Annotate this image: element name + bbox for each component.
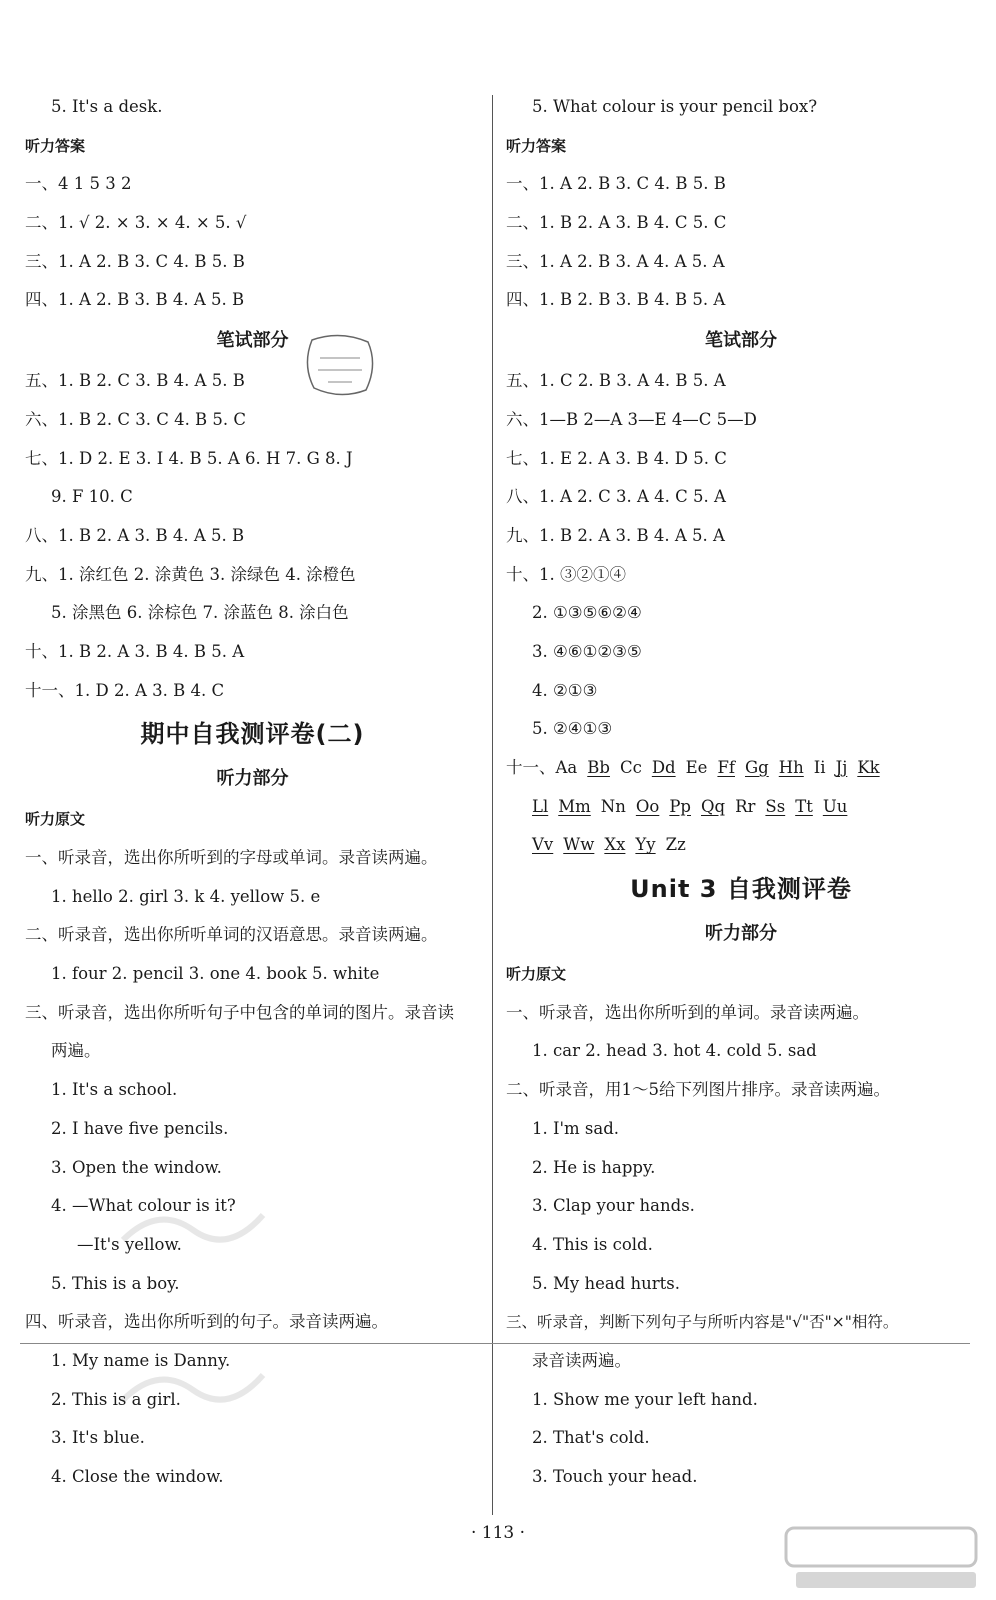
answer-line: 六、1—B 2—A 3—E 4—C 5—D <box>506 409 757 429</box>
question-line: 两遍。 <box>51 1041 101 1061</box>
question-line: 二、听录音，用1～5给下列图片排序。录音读两遍。 <box>506 1080 890 1100</box>
section-heading: 笔试部分 <box>216 330 289 352</box>
answer-line: 八、1. A 2. C 3. A 4. C 5. A <box>506 487 726 507</box>
letter-pair: Oo <box>635 796 660 816</box>
letter-pair: Gg <box>745 758 769 777</box>
letter-pair: Xx <box>604 835 626 855</box>
letter-pair: Dd <box>651 758 676 777</box>
answer-line: 四、1. A 2. B 3. B 4. A 5. B <box>25 290 245 310</box>
answer-line: 五、1. B 2. C 3. B 4. A 5. B <box>25 371 245 391</box>
answer-line: 二、1. √ 2. × 3. × 4. × 5. √ <box>25 213 247 233</box>
question-line: 一、听录音，选出你所听到的字母或单词。录音读两遍。 <box>25 848 438 867</box>
answer-line: 3. ④⑥①②③⑤ <box>532 641 642 661</box>
script-line: 2. I have five pencils. <box>51 1118 229 1138</box>
letter-pair: Aa <box>555 758 578 777</box>
letter-pair: Zz <box>665 835 686 855</box>
letter-pair: Ff <box>717 758 735 777</box>
column-divider <box>492 95 493 1515</box>
letter-pair: Hh <box>778 758 804 777</box>
script-line: 1. It's a school. <box>51 1080 178 1100</box>
letter-pair: Qq <box>701 796 726 816</box>
answer-prefix: 十一、 <box>506 758 556 777</box>
section-heading: 听力部分 <box>216 768 289 790</box>
script-line: 3. Touch your head. <box>532 1467 698 1486</box>
section-label: 听力答案 <box>25 136 86 155</box>
letter-pair: Kk <box>857 758 880 777</box>
letter-pair: Vv <box>532 835 554 855</box>
answer-line: 六、1. B 2. C 3. C 4. B 5. C <box>25 409 247 429</box>
letter-pair: Ww <box>563 835 595 855</box>
script-line: 2. That's cold. <box>532 1428 650 1448</box>
letter-pair: Bb <box>587 758 610 777</box>
script-line: —It's yellow. <box>77 1234 182 1254</box>
answer-line: 5. ②④①③ <box>532 719 613 739</box>
letter-pair: Mm <box>558 796 591 816</box>
script-line: 1. car 2. head 3. hot 4. cold 5. sad <box>532 1041 817 1061</box>
answer-line: 九、1. 涂红色 2. 涂黄色 3. 涂绿色 4. 涂橙色 <box>25 564 356 584</box>
watermark <box>118 1200 268 1259</box>
script-line: 3. Open the window. <box>51 1157 222 1177</box>
question-line: 二、听录音，选出你所听单词的汉语意思。录音读两遍。 <box>25 925 438 945</box>
answer-line: 一、1. A 2. B 3. C 4. B 5. B <box>506 174 726 194</box>
question-line: 三、听录音，选出你所听句子中包含的单词的图片。录音读 <box>25 1002 454 1022</box>
letter-pair: Nn <box>600 796 626 816</box>
section-label: 听力原文 <box>25 810 86 829</box>
answer-line: 八、1. B 2. A 3. B 4. A 5. B <box>25 525 245 545</box>
section-label: 听力原文 <box>506 965 567 984</box>
letter-pair: Ll <box>532 796 549 816</box>
line: 5. It's a desk. <box>51 97 163 116</box>
letter-row <box>506 749 976 788</box>
answer-line: 七、1. D 2. E 3. I 4. B 5. A 6. H 7. G 8. J <box>25 448 353 468</box>
letter-row <box>506 788 976 827</box>
answer-line: 十、1. B 2. A 3. B 4. B 5. A <box>25 641 245 661</box>
letter-pair: Pp <box>669 796 691 816</box>
section-heading: 笔试部分 <box>705 330 777 352</box>
left-column <box>25 88 480 1497</box>
site-logo-icon <box>766 1522 986 1592</box>
answer-line: 5. 涂黑色 6. 涂棕色 7. 涂蓝色 8. 涂白色 <box>51 603 349 623</box>
script-line: 1. I'm sad. <box>532 1118 620 1138</box>
answer-line: 9. F 10. C <box>51 487 133 507</box>
letter-pair: Tt <box>795 796 813 816</box>
answer-line: 四、1. B 2. B 3. B 4. B 5. A <box>506 290 726 310</box>
letter-pair: Ee <box>685 758 708 777</box>
letter-pair: Ss <box>765 796 786 816</box>
script-line: 3. Clap your hands. <box>532 1196 695 1216</box>
script-line: 3. It's blue. <box>51 1428 145 1448</box>
script-line: 5. This is a boy. <box>51 1273 180 1293</box>
test-title: Unit 3 自我测评卷 <box>630 875 852 904</box>
answer-line: 4. ②①③ <box>532 680 598 700</box>
stamp-icon <box>300 330 380 400</box>
line: 5. What colour is your pencil box? <box>532 97 818 116</box>
answer-line: 一、4 1 5 3 2 <box>25 174 132 194</box>
script-line: 2. He is happy. <box>532 1157 656 1177</box>
letter-pair: Jj <box>835 758 848 777</box>
script-line: 4. —What colour is it? <box>51 1196 236 1216</box>
answer-line: 三、1. A 2. B 3. A 4. A 5. A <box>506 251 725 271</box>
question-line: 录音读两遍。 <box>532 1350 631 1370</box>
script-line: 4. Close the window. <box>51 1467 224 1486</box>
section-label: 听力答案 <box>506 136 567 155</box>
letter-row <box>506 826 976 865</box>
letter-pair: Rr <box>735 796 756 816</box>
answer-line: 九、1. B 2. A 3. B 4. A 5. A <box>506 525 725 545</box>
answer-line: 二、1. B 2. A 3. B 4. C 5. C <box>506 213 727 233</box>
answer-line: 三、1. A 2. B 3. C 4. B 5. B <box>25 251 245 271</box>
script-line: 5. My head hurts. <box>532 1273 680 1293</box>
answer-line: 2. ①③⑤⑥②④ <box>532 603 642 623</box>
question-line: 一、听录音，选出你所听到的单词。录音读两遍。 <box>506 1002 869 1022</box>
question-line: 四、听录音，选出你所听到的句子。录音读两遍。 <box>25 1312 388 1332</box>
letter-pair: Yy <box>635 835 656 855</box>
question-line: 三、听录音，判断下列句子与所听内容是"√"否"×"相符。 <box>506 1313 899 1332</box>
script-line: 1. hello 2. girl 3. k 4. yellow 5. e <box>51 886 321 906</box>
section-heading: 听力部分 <box>705 923 777 945</box>
test-title: 期中自我测评卷(二) <box>140 720 365 749</box>
letter-pair: Ii <box>813 758 826 777</box>
script-line: 2. This is a girl. <box>51 1389 181 1409</box>
letter-pair: Uu <box>822 796 848 816</box>
page-number: · 113 · <box>470 1523 526 1543</box>
script-line: 1. Show me your left hand. <box>532 1389 758 1409</box>
script-line: 1. My name is Danny. <box>51 1350 231 1370</box>
script-line: 4. This is cold. <box>532 1234 653 1254</box>
answer-line: 十、1. ③②①④ <box>506 564 626 584</box>
answer-line: 十一、1. D 2. A 3. B 4. C <box>25 680 225 700</box>
script-line: 1. four 2. pencil 3. one 4. book 5. white <box>51 964 380 984</box>
right-column <box>506 88 976 1497</box>
answer-line: 五、1. C 2. B 3. A 4. B 5. A <box>506 371 726 391</box>
watermark <box>118 1360 268 1419</box>
letter-pair: Cc <box>619 758 642 777</box>
answer-line: 七、1. E 2. A 3. B 4. D 5. C <box>506 448 727 468</box>
